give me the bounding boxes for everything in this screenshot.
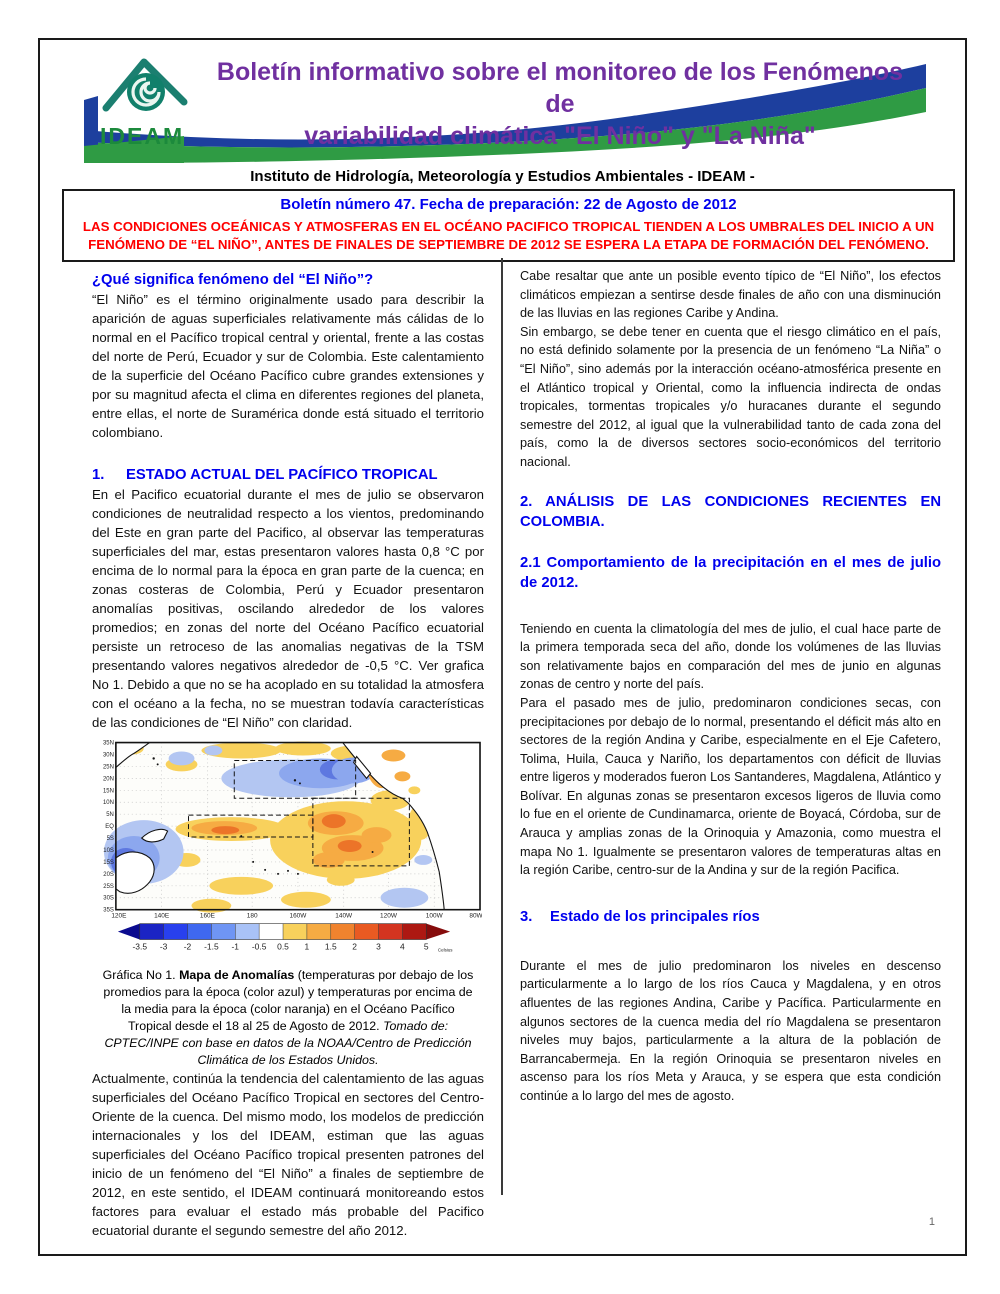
colorbar-tick: -3 (159, 941, 168, 952)
lon-label: 80W (469, 912, 482, 920)
lat-label: 20S (103, 871, 114, 878)
lon-axis-labels (111, 913, 482, 920)
paragraph-cabe-resaltar: Cabe resaltar que ante un posible evento típico de “El Niño”, los efectos climáticos empiezan a sentirse desde finales de año con una disminución de las lluvias en las regiones Caribe y Andina. (520, 269, 941, 321)
lat-label: 25S (103, 883, 114, 890)
header-banner (84, 50, 926, 164)
bulletin-number-line: Boletín número 47. Fecha de preparación: 22 de Agosto de 2012 (280, 196, 737, 213)
anomaly-map (92, 740, 482, 956)
bulletin-info-box (62, 189, 955, 262)
body-columns (40, 258, 965, 1254)
paragraph-teniendo: Teniendo en cuenta la climatología del mes de julio, el cual hace parte de la primera temporada seca del año, donde los volúmenes de las lluvias son relativamente bajos en comparación del mes de junio en algunas zonas de centro y norte del país. (520, 621, 941, 692)
lon-label: 180 (246, 912, 258, 920)
colorbar-tick: 1 (304, 941, 310, 952)
lat-label: EQ (105, 824, 114, 831)
lon-label: 160W (289, 912, 307, 920)
lon-label: 140W (335, 912, 353, 920)
lat-label: 30S (103, 895, 114, 902)
left-column (92, 258, 484, 1240)
document-page (38, 38, 967, 1256)
lat-label: 15N (102, 788, 114, 795)
banner-accent-blue (84, 96, 98, 150)
anomaly-map-figure (92, 740, 484, 1069)
lat-label: 35N (102, 740, 114, 747)
title-line-1: Boletín informativo sobre el monitoreo de los Fenómenos de (216, 58, 904, 118)
colorbar-tick: 1.5 (324, 941, 337, 952)
logo-text: IDEAM (100, 123, 185, 149)
lat-label: 5N (106, 812, 114, 819)
colorbar-tick: 0.5 (277, 941, 289, 952)
paragraph-que-significa: “El Niño” es el término originalmente usado para describir la aparición de aguas superficiales relativamente más cálidas de lo normal en el Pacífico tropical central y oriental, frente a las costas del norte de Perú, Ecuador y sur de Colombia. Este calentamiento de la superficie del Océano Pacífico cubre grandes extensiones y por su magnitud afecta el clima en diferentes regiones del planeta, entre ellas, el norte de Suramérica donde está situado el territorio colombiano. (92, 292, 484, 440)
colorbar-tick: 4 (400, 941, 405, 952)
colorbar (118, 924, 450, 940)
colorbar-tick-labels (132, 941, 453, 952)
caption-lead: Gráfica No 1. (102, 968, 180, 982)
column-divider (501, 258, 503, 1195)
caption-bold: Mapa de Anomalías (179, 968, 295, 982)
section-3-number: 3. (520, 908, 533, 925)
lon-label: 160E (199, 912, 215, 920)
lat-label: 30N (102, 752, 114, 759)
colorbar-tick: 3 (376, 941, 381, 952)
ideam-logo (100, 62, 184, 149)
lat-label: 15S (103, 859, 114, 866)
page-number: 1 (928, 1216, 935, 1228)
lat-label: 5S (106, 836, 114, 843)
lat-label: 10N (102, 800, 114, 807)
section-1-number: 1. (92, 467, 105, 483)
heading-section-2: 2. ANÁLISIS DE LAS CONDICIONES RECIENTES EN COLOMBIA. (520, 493, 941, 530)
lon-label: 100W (425, 912, 443, 920)
lat-label: 35S (103, 907, 114, 914)
lon-label: 140E (154, 912, 170, 920)
colorbar-tick: -0.5 (251, 941, 267, 952)
colorbar-tick: 2 (352, 941, 358, 952)
lat-label: 20N (102, 776, 114, 783)
lon-label: 120E (111, 912, 127, 920)
colorbar-tick: 5 (423, 941, 429, 952)
heading-section-1 (92, 465, 484, 485)
lat-label: 10S (103, 847, 114, 854)
warning-statement: LAS CONDICIONES OCEÁNICAS Y ATMOSFERAS EN EL OCÉANO PACIFICO TROPICAL TIENDEN A LOS UMBRALES DEL INICIO A UN FENÓMENO DE “EL NIÑO”, ANTES DE FINALES DE SEPTIEMBRE DE 2012 SE ESPERA LA ETAPA DE FORMACIÓN DEL FENÓMENO. (82, 219, 935, 252)
lat-axis-labels (103, 741, 114, 914)
paragraph-sin-embargo: Sin embargo, se debe tener en cuenta que el riesgo climático en el país, no está definido solamente por la presencia de un fenómeno “La Niña” o “El Niño”, sino además por la interacción océano-atmosférica presente en el Atlántico tropical y Oriental, como la influencia indirecta de ondas tropicales, tormentas tropicales y/o huracanes durante el segundo semestre del 2012, al igual que la vulnerabilidad tanto de cada zona del país, como la de diversos sectores socio-económicos del territorio nacional. (520, 324, 941, 469)
paragraph-section-1: En el Pacifico ecuatorial durante el mes de julio se observaron condiciones de neutralidad respecto a los vientos, predominando del Este en gran parte del Pacifico, al observar las temperaturas superficiales del mar, estas presentaron valores hasta 0,8 °C por encima de lo normal para la época en gran parte de la cuenca; en zonas costeras de Colombia, Perú y Ecuador presentaron anomalías positivas, oscilando alrededor de los valores promedios; en zonas del norte del Océano Pacífico ecuatorial persiste un retroceso de las anomalias negativas de la TSM presentando valores negativos alrededor de -0,5 °C. Ver grafica No 1. Debido a que no se ha acoplado en su totalidad la atmosfera con el océano a la fecha, no se muestran todavía características de las condiciones de “El Niño” con claridad. (92, 487, 484, 730)
lon-label: 120W (380, 912, 397, 920)
lat-label: 25N (102, 764, 114, 771)
colorbar-tick: -1.5 (204, 941, 219, 952)
paragraph-rios: Durante el mes de julio predominaron los niveles en descenso particularmente a lo largo de los ríos Cauca y Magdalena, y en otros afluentes de las regiones Andina, Caribe y Pacífica. Particularmente en algunos sectores de la cuenca media del río Magdalena se presentaron niveles muy bajos, particularmente a la altura de la población de Barrancabermeja. En la región Orinoquia se presentaron niveles en ascenso para los ríos Meta y Arauca, y se espera que esta condición continúe a lo largo del mes de agosto. (520, 958, 941, 1103)
colorbar-tick: -2 (183, 941, 192, 952)
caption-mid: (temperaturas por debajo de los promedios para la época (color azul) y temperaturas por encima de la media para la época (color naranja) en el Océano Pacífico Tropical desde el 18 al 25 de Agosto de 2012. (103, 968, 474, 1033)
colorbar-tick: -3.5 (132, 941, 148, 952)
section-3-title: Estado de los principales ríos (550, 908, 760, 925)
bulletin-title (204, 56, 916, 152)
caption-source: Tomado de: CPTEC/INPE con base en datos de la NOAA/Centro de Predicción Climática de los Estados Unidos. (104, 1019, 472, 1067)
colorbar-tick: -1 (231, 941, 240, 952)
paragraph-para-el-pasado: Para el pasado mes de julio, predominaron condiciones secas, con precipitaciones por debajo de lo normal, presentando el déficit más alto en sectores de la región Andina y Caribe, especialmente en el Eje Cafetero, Tolima, Huila, Cauca y Nariño, los departamentos con déficit de lluvias entre ligeros y moderados fueron Los Santanderes, Magdalena, Atlántico y Bolívar. En algunas zonas se presentaron excesos ligeros de lluvia como lo fue en el oriente de Cundinamarca, oriente de Boyacá, Córdoba, sur de Arauca y amplias zonas de la Orinoquia y Amazonia, como muestra el mapa No 1. Igualmente se presentaron valores de temperaturas altas en la región Caribe, centro-sur de la Andina y sur de la región Pacifica. (520, 695, 941, 878)
figure-caption (92, 967, 484, 1069)
institute-name: Instituto de Hidrología, Meteorología y Estudios Ambientales - IDEAM - (250, 168, 755, 185)
paragraph-closing-left: Actualmente, continúa la tendencia del calentamiento de las aguas superficiales del Océano Pacífico Tropical en sectores del Centro-Oriente de la cuenca. Del mismo modo, los modelos de predicción internacionales y los del IDEAM, estiman que las aguas superficiales del Océano Pacífico tropical presenten patrones del inicio de un fenómeno del “El Niño” a finales de septiembre de 2012, en este sentido, el IDEAM continuará monitoreando estos factores para evaluar el estado más probable del Pacifico ecuatorial durante el segundo semestre del año 2012. (92, 1071, 484, 1238)
right-column (520, 258, 941, 1106)
heading-que-significa: ¿Qué significa fenómeno del “El Niño”? (92, 272, 374, 288)
heading-section-3 (520, 907, 941, 927)
heading-section-2-1: 2.1 Comportamiento de la precipitación en el mes de julio de 2012. (520, 554, 941, 591)
title-line-2: variabilidad climática "El Niño" y "La Niña" (304, 122, 816, 150)
section-1-title: ESTADO ACTUAL DEL PACÍFICO TROPICAL (126, 467, 438, 483)
colorbar-unit: Celsius (437, 947, 453, 953)
